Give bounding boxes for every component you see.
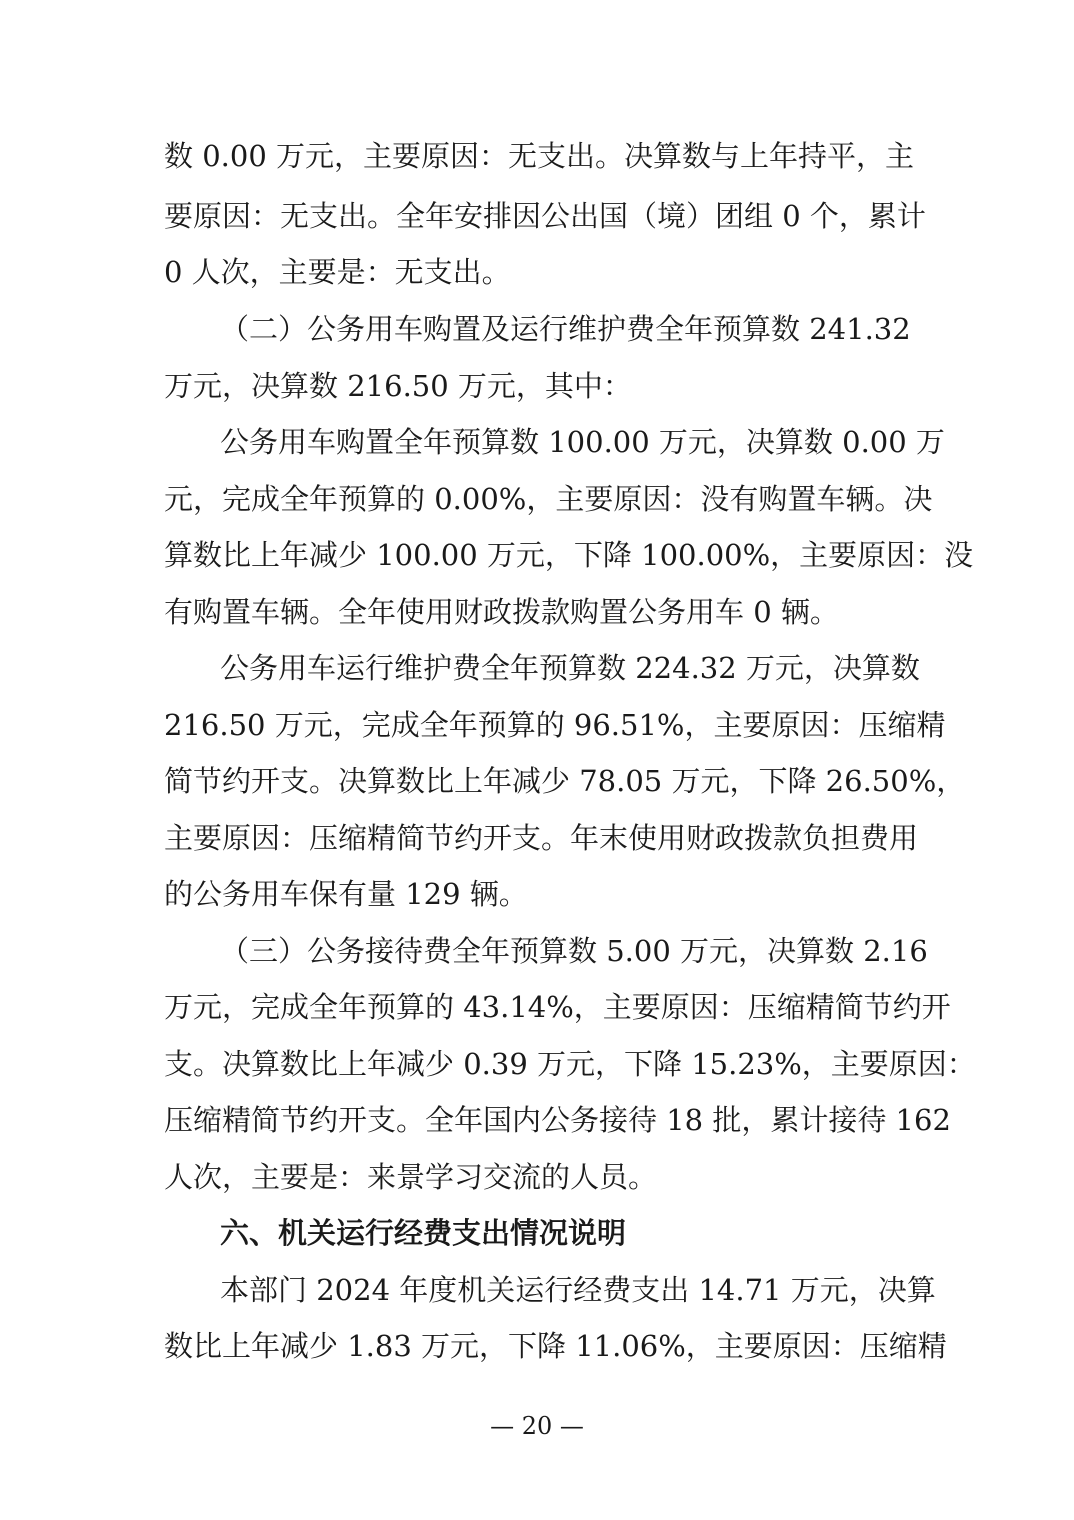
text-line-14: 的公务用车保有量 129 辆。 [164,877,528,911]
page-number: — 20 — [490,1412,584,1440]
text-line-18: 压缩精简节约开支。全年国内公务接待 18 批，累计接待 162 [164,1103,951,1137]
text-line-8: 算数比上年减少 100.00 万元，下降 100.00%，主要原因：没 [164,538,974,572]
text-line-19: 人次，主要是：来景学习交流的人员。 [164,1160,658,1194]
text-line-12: 简节约开支。决算数比上年减少 78.05 万元，下降 26.50%， [164,764,966,798]
text-line-3: 0 人次，主要是：无支出。 [164,255,511,289]
text-line-1: 数 0.00 万元，主要原因：无支出。决算数与上年持平，主 [164,139,915,173]
section-heading: 六、机关运行经费支出情况说明 [220,1216,627,1250]
text-line-11: 216.50 万元，完成全年预算的 96.51%，主要原因：压缩精 [164,708,946,742]
text-line-15: （三）公务接待费全年预算数 5.00 万元，决算数 2.16 [220,934,928,968]
text-line-6: 公务用车购置全年预算数 100.00 万元，决算数 0.00 万 [220,425,945,459]
text-line-16: 万元，完成全年预算的 43.14%，主要原因：压缩精简节约开 [164,990,951,1024]
text-line-9: 有购置车辆。全年使用财政拨款购置公务用车 0 辆。 [164,595,839,629]
text-line-21: 本部门 2024 年度机关运行经费支出 14.71 万元，决算 [220,1273,936,1307]
text-line-17: 支。决算数比上年减少 0.39 万元，下降 15.23%，主要原因： [164,1047,976,1081]
text-line-10: 公务用车运行维护费全年预算数 224.32 万元，决算数 [220,651,920,685]
text-line-5: 万元，决算数 216.50 万元，其中： [164,369,632,403]
text-line-7: 元，完成全年预算的 0.00%，主要原因：没有购置车辆。决 [164,482,933,516]
text-line-13: 主要原因：压缩精简节约开支。年末使用财政拨款负担费用 [164,821,919,855]
text-line-22: 数比上年减少 1.83 万元，下降 11.06%，主要原因：压缩精 [164,1329,947,1363]
text-line-4: （二）公务用车购置及运行维护费全年预算数 241.32 [220,312,911,346]
text-line-2: 要原因：无支出。全年安排因公出国（境）团组 0 个，累计 [164,199,926,233]
